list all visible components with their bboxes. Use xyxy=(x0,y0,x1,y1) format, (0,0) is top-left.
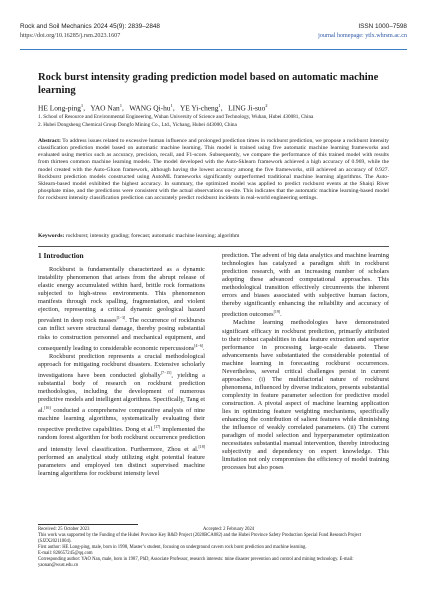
author: LING Ji-suo xyxy=(228,103,266,113)
text-run: , yielding a substantial body of research on rockburst prediction methodologies, including the development of numerous predictive models and intelligent algorithms. Specifically, Tang et al. xyxy=(38,371,205,415)
section-heading: 1 Introduction xyxy=(38,251,84,260)
author-list: HE Long-ping$^1$, YAO Nan$^1$, WANG $Qi-hu^1$, YE Yi-cheng$^1$, LING Ji-suo$^2$ xyxy=(38,103,268,113)
keywords xyxy=(38,233,389,240)
affiliation-1: 1. School of Resource and Environmental Engineering, Wuhan University of Science and Technology, Wuhan, Hubei 430081, China xyxy=(38,114,314,120)
corresponding-author-note: Corresponding author: YAO Nan, male, born in 1987, PhD, Associate Professor, research interests: mine disaster prevention and control and mining technology. E-mail: yaonan@wust.edu.cn xyxy=(38,557,354,568)
text-run: Rockburst prediction represents a crucial methodological approach for mitigating rockburst disasters. Extensive scholarly investigations have been conducted globally xyxy=(38,352,205,379)
author-affiliation-mark: 1 xyxy=(119,103,122,108)
citation[interactable]: [17] xyxy=(153,425,161,430)
author-affiliation-mark: 1 xyxy=(170,103,173,108)
paragraph: Machine learning methodologies have demonstrated significant efficacy in rockburst prediction, primarily attributed to their robust capabilities in data feature extraction and superior performance in processing large-scale datasets. These advancements have substantiated the considerable potential of machine learning in forecasting rockburst occurrences. Nevertheless, several critical challenges persist in current approaches: (i) The multifactorial nature of rockburst phenomena, influenced by diverse indicators, presents substantial complexity in feature parameter selection for predictive model construction. A pivotal aspect of machine learning application lies in optimizing feature weighting mechanisms, specifically enhancing the contribution of salient features while diminishing the influence of weakly correlated parameters. (ii) The current paradigm of model selection and hyperparameter optimization necessitates substantial manual intervention, thereby introducing subjectivity and dependency on expert knowledge. This limitation not only compromises the efficiency of model training processes but also poses xyxy=(222,319,389,472)
author-affiliation-mark: 2 xyxy=(265,103,268,108)
journal-homepage-link[interactable]: journal homepage: ytlx.whrsm.ac.cn xyxy=(318,32,407,39)
abstract-text: To address issues related to excessive human influence and prolonged prediction times in rockburst prediction, we propose a rockburst intensity classification prediction model based on automatic machine learning. This model is trained using five automatic machine learning frameworks and evaluated using metrics such as accuracy, precision, recall, and F1-score. Subsequently, we compare the performance of this trained model with results from thirteen common machine learning models. The model developed with the Auto-Sklearn framework achieved a high accuracy of 0.969, while the model created with the Auto-Gluon framework, although having the lowest accuracy among the five frameworks, still achieved an accuracy of 0.927. Rockburst prediction models constructed using AutoML frameworks significantly outperformed traditional machine learning algorithms. The Auto-Sklearn-based model exhibited the highest accuracy. In summary, the optimized model was applied to predict rockburst events at the Shaiqi River phosphate mine, and the predictions were consistent with the actual observations on-site. This indicates that the automatic machine learning-based model for rockburst intensity classification prediction can accurately predict rockburst incidents in real-world engineering settings. xyxy=(38,138,389,202)
author: YE Yi-cheng xyxy=(179,103,219,113)
keywords-label: Keywords: xyxy=(38,233,65,239)
text-run: . xyxy=(202,344,205,352)
abstract-divider xyxy=(38,246,389,247)
text-run: prediction. The advent of big data analytics and machine learning technologies has catalyzed a paradigm shift in rockburst prediction research, with an increasing number of scholars adopting these advanced computational approaches. This methodological transition effectively circumvents the inherent errors and biases associated with subjective human factors, thereby significantly enhancing the reliability and accuracy of prediction outcomes xyxy=(222,252,389,319)
body-column-right xyxy=(222,252,389,472)
paper-title: Rock burst intensity grading prediction model based on automatic machine learning xyxy=(38,72,379,96)
first-author-note: First author: HE Long-ping, male, born in 1998, Master’s student, focusing on underground cavern rock burst prediction and machine learning. xyxy=(38,545,307,550)
text-run: performed an analytical study utilizing eight potential feature parameters and employed ten distinct supervised machine learning algorithms for rockburst intensity level xyxy=(38,453,205,477)
footnote-rule xyxy=(38,524,138,525)
accepted-date: Accepted: 2 February 2024 xyxy=(203,527,255,532)
first-author-email: E-mail: 826657245@qq.com xyxy=(38,551,93,556)
journal-citation: Rock and Soil Mechanics 2024 45(9): 2839–2848 xyxy=(20,23,160,30)
footnotes xyxy=(38,524,389,569)
body-column-left xyxy=(38,252,205,478)
citation[interactable]: [18] xyxy=(198,444,205,449)
citation[interactable]: [19] xyxy=(273,310,281,315)
issn: ISSN 1000–7598 xyxy=(358,23,407,30)
abstract-label: Abstract: xyxy=(38,138,61,144)
keywords-text: rockburst; intensity grading; forecast; automatic machine learning; algorithm xyxy=(64,233,240,239)
author: YAO Nan xyxy=(90,103,120,113)
header-divider xyxy=(20,49,407,50)
paragraph xyxy=(38,353,205,478)
funding-note: This work was supported by the Funding of the Hubei Province Key R&D Project (2020BCA082) and the Hubei Province Safety Production Special Fund Research Project (SJZX20211004). xyxy=(38,533,362,544)
text-run: implemented the random forest algorithm for both rockburst occurrence prediction and intensity level classification. Furthermore, Zhou et al. xyxy=(38,426,205,453)
citation[interactable]: [16] xyxy=(44,406,51,411)
abstract xyxy=(38,138,389,202)
text-run: . xyxy=(280,311,282,319)
author-affiliation-mark: 1 xyxy=(80,103,84,108)
text-run: . The occurrence of rockbursts can inflict severe structural damage, thereby posing substantial risks to construction personnel and mechanical equipment, and consequently leading to considerable economic repercussions xyxy=(38,317,205,352)
paragraph xyxy=(222,252,389,319)
paragraph xyxy=(38,266,205,353)
affiliation-2: 2. Hubei Dongsheng Chemical Group Dongfo Mining Co., Ltd., Yichang, Hubei 443000, China xyxy=(38,122,237,128)
author-affiliation-mark: 1 xyxy=(218,103,221,108)
author: HE Long-ping xyxy=(38,103,81,113)
text-run: conducted a comprehensive comparative analysis of nine machine learning algorithms, systematically evaluating their respective predictive capabilities. Dong et al. xyxy=(38,407,205,434)
citation[interactable]: [1−3] xyxy=(116,316,126,321)
author: WANG Qi-hu xyxy=(129,103,171,113)
citation[interactable]: [7−15] xyxy=(160,370,172,375)
text-run: Rockburst is fundamentally characterized as a dynamic instability phenomenon that arises from the abrupt release of elastic energy accumulated within hard, brittle rock formations subjected to high-stress environments. This phenomenon manifests through rock spalling, fragmentation, and violent ejection, representing a critical dynamic geological hazard prevalent in deep rock masses xyxy=(38,266,205,325)
doi-link[interactable]: https://doi.org/10.16285/j.rsm.2023.1607 xyxy=(20,32,121,39)
received-date: Received: 25 October 2023 xyxy=(38,527,90,532)
citation[interactable]: [4−6] xyxy=(194,343,203,348)
